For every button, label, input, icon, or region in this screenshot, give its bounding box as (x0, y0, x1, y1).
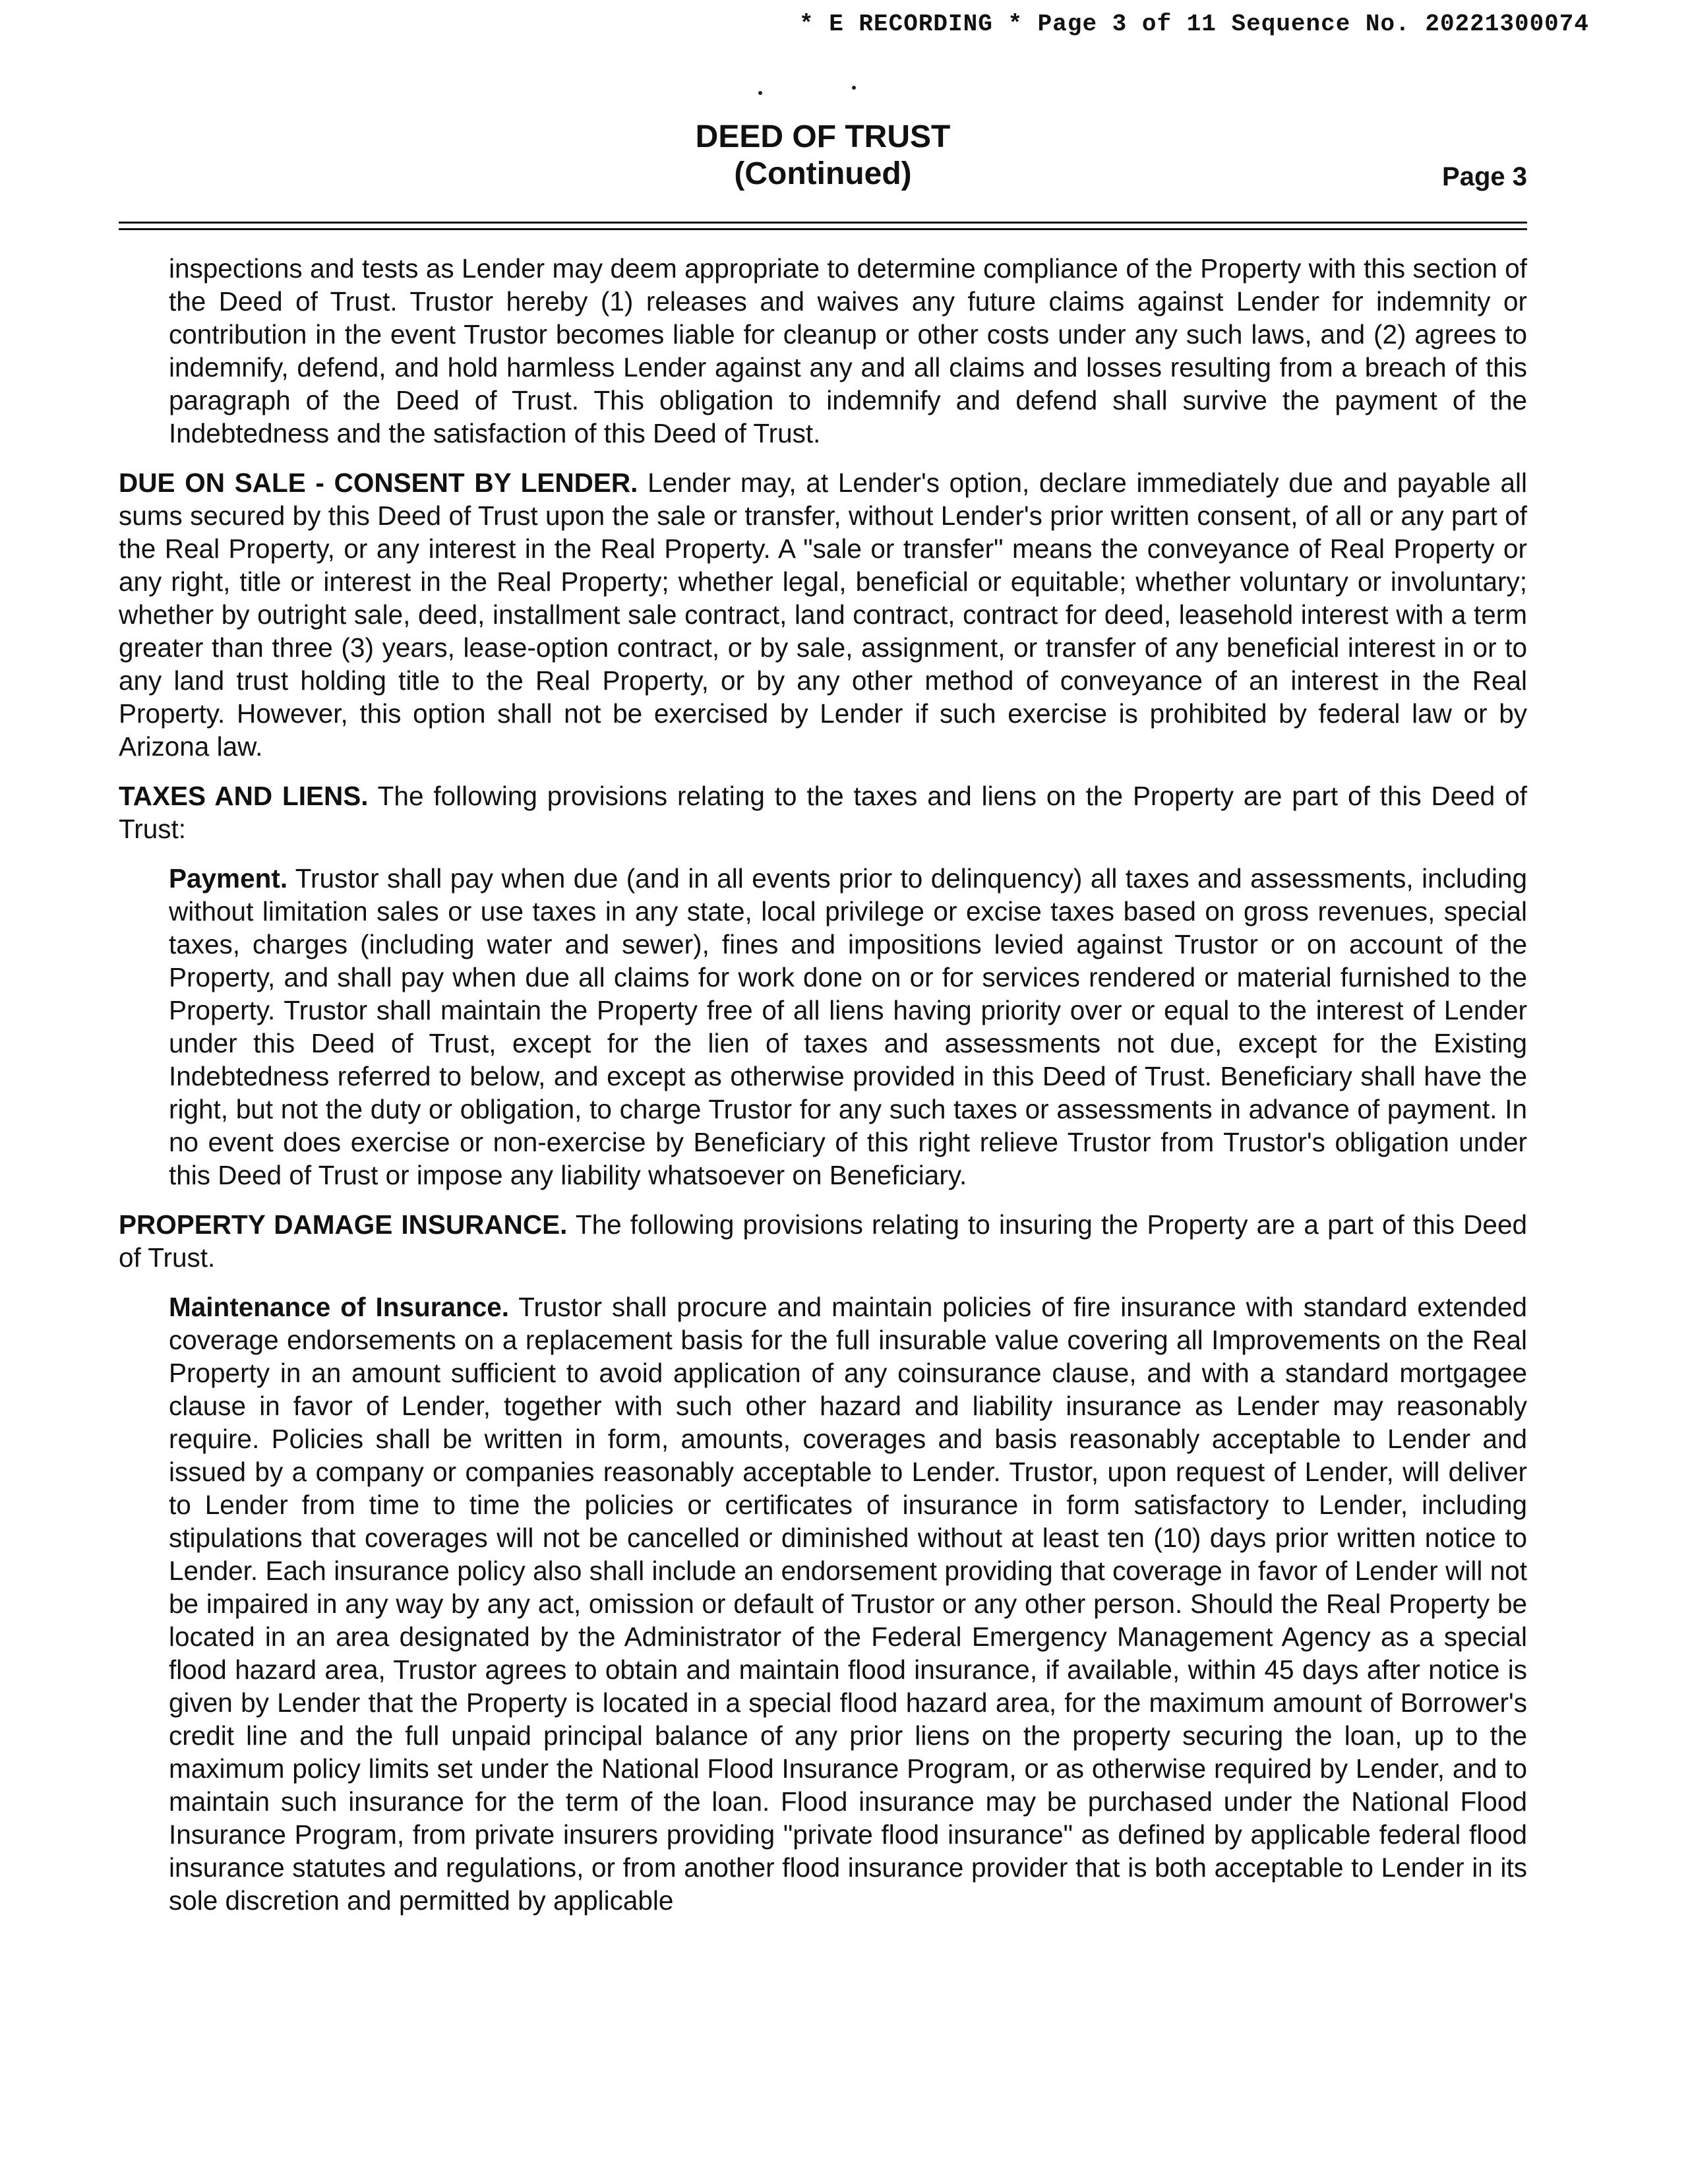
page-number-label: Page 3 (1442, 162, 1527, 191)
paragraph-maintenance-of-insurance (169, 1290, 1527, 1917)
subsection-heading: Maintenance of Insurance. (169, 1292, 510, 1322)
paragraph-text: Trustor shall procure and maintain policies of fire insurance with standard extended coverage endorsements on a replacement basis for the full insurable value covering all Improvements on the Real Property in an amount sufficient to avoid application of any coinsurance clause, and with a standard mortgagee clause in favor of Lender, together with such other hazard and liability insurance as Lender may reasonably require. Policies shall be written in form, amounts, coverages and basis reasonably acceptable to Lender and issued by a company or companies reasonably acceptable to Lender. Trustor, upon request of Lender, will deliver to Lender from time to time the policies or certificates of insurance in form satisfactory to Lender, including stipulations that coverages will not be cancelled or diminished without at least ten (10) days prior written notice to Lender. Each insurance policy also shall include an endorsement providing that coverage in favor of Lender will not be impaired in any way by any act, omission or default of Trustor or any other person. Should the Real Property be located in an area designated by the Administrator of the Federal Emergency Management Agency as a special flood hazard area, Trustor agrees to obtain and maintain flood insurance, if available, within 45 days after notice is given by Lender that the Property is located in a special flood hazard area, for the maximum amount of Borrower's credit line and the full unpaid principal balance of any prior liens on the property securing the loan, up to the maximum policy limits set under the National Flood Insurance Program, or as otherwise required by Lender, and to maintain such insurance for the term of the loan. Flood insurance may be purchased under the National Flood Insurance Program, from private insurers providing "private flood insurance" as defined by applicable federal flood insurance statutes and regulations, or from another flood insurance provider that is both acceptable to Lender in its sole discretion and permitted by applicable (169, 1292, 1527, 1916)
paragraph-text: The following provisions relating to insuring the Property are a part of this Deed of Trust. (119, 1209, 1527, 1273)
section-heading: DUE ON SALE - CONSENT BY LENDER. (119, 468, 638, 498)
document-title: DEED OF TRUST (695, 119, 951, 154)
paragraph-text: Trustor shall pay when due (and in all events prior to delinquency) all taxes and assessments, including without limitation sales or use taxes in any state, local privilege or excise taxes based on gross revenues, special taxes, charges (including water and sewer), fines and impositions levied against Trustor or on account of the Property, and shall pay when due all claims for work done on or for services rendered or material furnished to the Property. Trustor shall maintain the Property free of all liens having priority over or equal to the interest of Lender under this Deed of Trust, except for the lien of taxes and assessments not due, except for the Existing Indebtedness referred to below, and except as otherwise provided in this Deed of Trust. Beneficiary shall have the right, but not the duty or obligation, to charge Trustor for any such taxes or assessments in advance of payment. In no event does exercise or non-exercise by Beneficiary of this right relieve Trustor from Trustor's obligation under this Deed of Trust or impose any liability whatsoever on Beneficiary. (169, 863, 1527, 1190)
paragraph-hazardous-continued (169, 252, 1527, 450)
paragraph-text: Lender may, at Lender's option, declare immediately due and payable all sums secured by this Deed of Trust upon the sale or transfer, without Lender's prior written consent, of all or any part of the Real Property, or any interest in the Real Property. A "sale or transfer" means the conveyance of Real Property or any right, title or interest in the Real Property; whether legal, beneficial or equitable; whether voluntary or involuntary; whether by outright sale, deed, installment sale contract, land contract, contract for deed, leasehold interest with a term greater than three (3) years, lease-option contract, or by sale, assignment, or transfer of any beneficial interest in or to any land trust holding title to the Real Property, or by any other method of conveyance of an interest in the Real Property. However, this option shall not be exercised by Lender if such exercise is prohibited by federal law or by Arizona law. (119, 468, 1527, 762)
paragraph-property-damage-insurance (119, 1208, 1527, 1274)
paragraph-text: The following provisions relating to the taxes and liens on the Property are part of this Deed of Trust: (119, 781, 1527, 844)
document-body (119, 252, 1527, 1933)
paragraph-due-on-sale (119, 466, 1527, 763)
document-subtitle: (Continued) (734, 156, 912, 191)
paragraph-payment (169, 862, 1527, 1192)
section-heading: TAXES AND LIENS. (119, 781, 369, 811)
document-title-block (0, 119, 1646, 193)
header-rule-bottom (119, 228, 1527, 230)
recording-header: * E RECORDING * Page 3 of 11 Sequence No. 20221300074 (799, 11, 1589, 38)
header-rule-top (119, 222, 1527, 224)
subsection-heading: Payment. (169, 863, 288, 894)
section-heading: PROPERTY DAMAGE INSURANCE. (119, 1209, 568, 1240)
paragraph-text: inspections and tests as Lender may deem appropriate to determine compliance of the Property with this section of the Deed of Trust. Trustor hereby (1) releases and waives any future claims against Lender for indemnity or contribution in the event Trustor becomes liable for cleanup or other costs under any such laws, and (2) agrees to indemnify, defend, and hold harmless Lender against any and all claims and losses resulting from a breach of this paragraph of the Deed of Trust. This obligation to indemnify and defend shall survive the payment of the Indebtedness and the satisfaction of this Deed of Trust. (169, 253, 1527, 448)
scan-specks (758, 86, 864, 99)
paragraph-taxes-and-liens (119, 779, 1527, 845)
